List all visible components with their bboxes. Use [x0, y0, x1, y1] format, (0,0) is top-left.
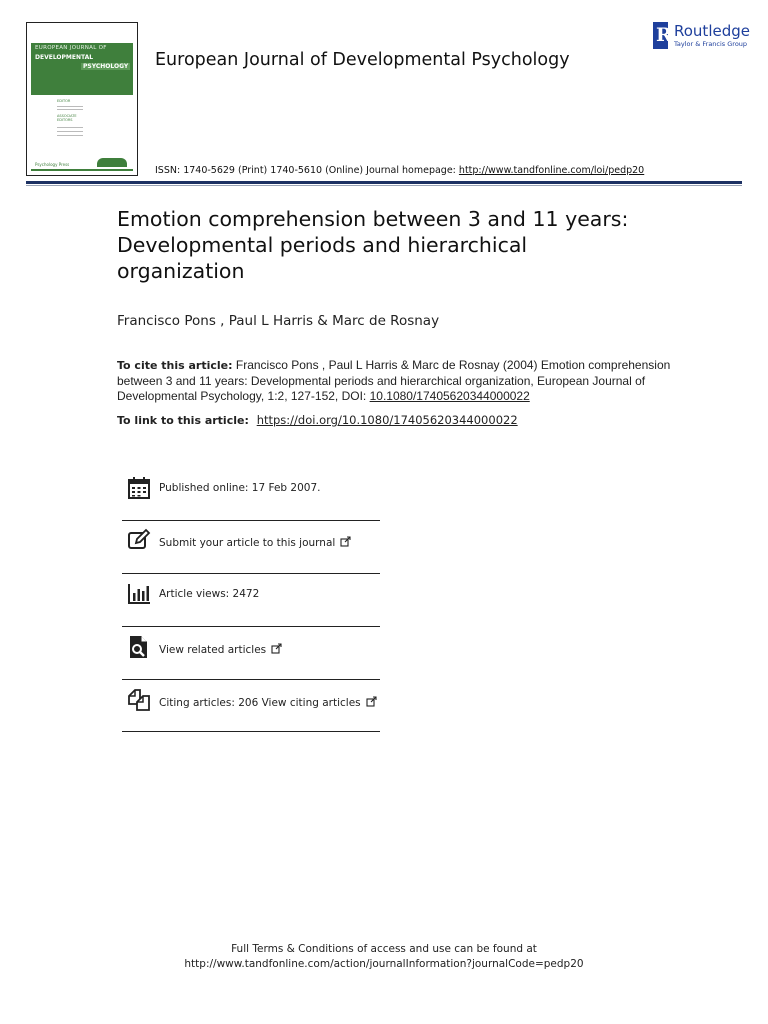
citing-documents-icon	[127, 688, 151, 712]
cite-doi-link[interactable]: 10.1080/17405620344000022	[369, 389, 530, 403]
journal-name: European Journal of Developmental Psychology	[155, 50, 570, 70]
article-doi-link[interactable]: https://doi.org/10.1080/17405620344000022	[256, 413, 518, 427]
cover-associate-label: ASSOCIATE EDITORS	[57, 114, 77, 122]
publisher-name: Routledge	[674, 22, 750, 40]
header-rule	[26, 181, 742, 184]
link-label: To link to this article:	[117, 414, 253, 427]
article-link-line	[117, 413, 518, 427]
metrics-divider	[122, 520, 380, 521]
external-link-icon	[366, 696, 377, 707]
related-articles-row[interactable]	[122, 635, 380, 661]
cite-label: To cite this article:	[117, 359, 233, 372]
metrics-divider	[122, 679, 380, 680]
cover-text-line	[57, 135, 83, 136]
published-online-row	[122, 476, 380, 502]
article-views-text: Article views: 2472	[159, 588, 260, 600]
submit-article-label: Submit your article to this journal	[159, 537, 336, 549]
cover-title-line3: PSYCHOLOGY	[83, 63, 129, 70]
document-search-icon	[127, 635, 151, 659]
edit-icon	[127, 528, 151, 552]
cover-text-line	[57, 109, 83, 110]
cite-text: Francisco Pons , Paul L Harris & Marc de Rosnay (2004) Emotion comprehension between 3 and 11 years: Developmental periods and hierarchical organization, European Journal of Developmental Psychology, 1:2, 127-152, DOI:	[117, 358, 671, 403]
published-online-text: Published online: 17 Feb 2007.	[159, 482, 321, 494]
cover-title-line2: DEVELOPMENTAL	[35, 54, 94, 61]
citing-articles-link[interactable]	[159, 696, 377, 709]
routledge-r-icon	[653, 22, 672, 49]
submit-article-row[interactable]	[122, 528, 380, 554]
related-articles-link[interactable]	[159, 643, 282, 656]
bar-chart-icon	[127, 582, 151, 606]
external-link-icon	[340, 536, 351, 547]
article-title: Emotion comprehension between 3 and 11 years: Developmental periods and hierarchical organization	[117, 207, 629, 283]
cover-text-line	[57, 127, 83, 128]
related-articles-label: View related articles	[159, 644, 267, 656]
article-authors: Francisco Pons , Paul L Harris & Marc de Rosnay	[117, 313, 440, 329]
routledge-logo[interactable]	[653, 22, 748, 50]
cover-editor-label: EDITOR	[57, 99, 71, 103]
publisher-tagline: Taylor & Francis Group	[674, 40, 748, 48]
issn-text: ISSN: 1740-5629 (Print) 1740-5610 (Online) Journal homepage:	[155, 165, 459, 176]
cover-bottom-bar	[31, 169, 133, 171]
header-rule-thin	[26, 185, 742, 186]
citation-block	[117, 358, 677, 405]
cover-society-logo	[97, 158, 127, 167]
terms-text: Full Terms & Conditions of access and use can be found at	[231, 943, 537, 955]
article-views-row	[122, 582, 380, 608]
journal-homepage-link[interactable]: http://www.tandfonline.com/loi/pedp20	[458, 165, 645, 176]
terms-footer	[0, 942, 768, 972]
submit-article-link[interactable]	[159, 536, 351, 549]
citing-articles-label: Citing articles: 206 View citing articles	[159, 697, 361, 709]
metrics-divider	[122, 731, 380, 732]
metrics-divider	[122, 573, 380, 574]
cover-text-line	[57, 106, 83, 107]
external-link-icon	[271, 643, 282, 654]
metrics-divider	[122, 626, 380, 627]
routledge-mark-letter: R	[656, 24, 672, 46]
journal-cover-thumbnail	[26, 22, 138, 176]
terms-url[interactable]: http://www.tandfonline.com/action/journalInformation?journalCode=pedp20	[184, 958, 584, 970]
issn-line	[155, 165, 644, 176]
cover-title-line1: EUROPEAN JOURNAL OF	[35, 45, 107, 51]
cover-publisher-label: Psychology Press	[35, 162, 70, 167]
calendar-icon	[127, 476, 151, 500]
citing-articles-row[interactable]	[122, 688, 380, 714]
cover-text-line	[57, 131, 83, 132]
